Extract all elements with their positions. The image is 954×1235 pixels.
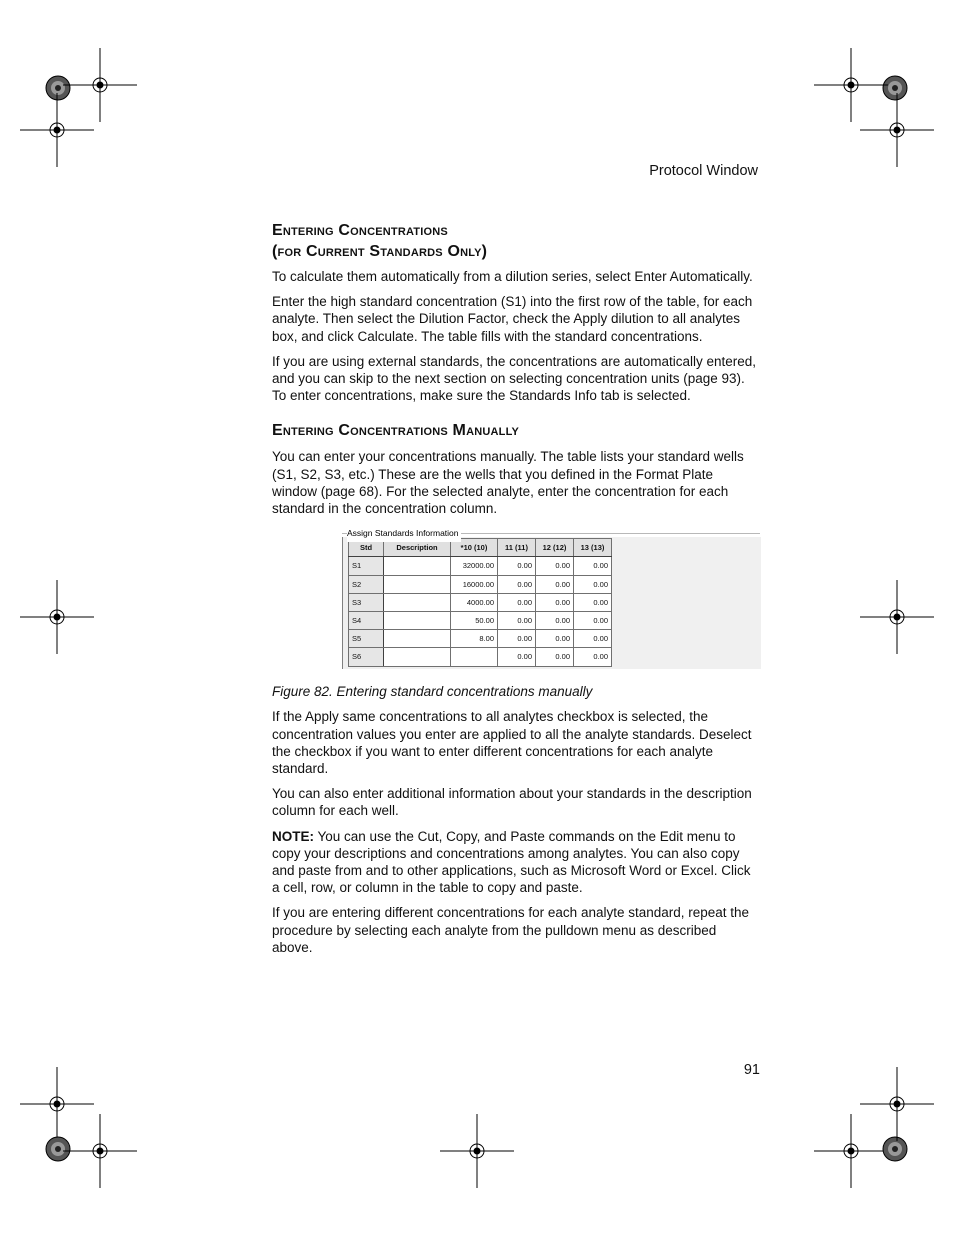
concentration-cell[interactable] bbox=[451, 648, 498, 666]
page-content bbox=[272, 220, 760, 964]
figure-caption: Figure 82. Entering standard concentrations manually bbox=[272, 684, 593, 700]
description-cell[interactable] bbox=[384, 648, 451, 666]
column-header-description[interactable]: Description bbox=[384, 539, 451, 557]
concentration-cell[interactable]: 0.00 bbox=[574, 630, 612, 648]
concentration-cell[interactable]: 0.00 bbox=[574, 557, 612, 575]
note-label: NOTE: bbox=[272, 828, 314, 844]
concentration-cell[interactable]: 0.00 bbox=[574, 575, 612, 593]
table-row[interactable] bbox=[349, 593, 612, 611]
concentration-cell[interactable]: 4000.00 bbox=[451, 593, 498, 611]
concentration-cell[interactable]: 50.00 bbox=[451, 612, 498, 630]
concentration-cell[interactable]: 0.00 bbox=[536, 593, 574, 611]
description-cell[interactable] bbox=[384, 612, 451, 630]
concentration-cell[interactable]: 32000.00 bbox=[451, 557, 498, 575]
column-header-analyte-10[interactable]: *10 (10) bbox=[451, 539, 498, 557]
concentration-cell[interactable]: 0.00 bbox=[498, 612, 536, 630]
std-cell[interactable]: S2 bbox=[349, 575, 384, 593]
standards-grid-area bbox=[342, 537, 761, 669]
concentration-cell[interactable]: 0.00 bbox=[574, 593, 612, 611]
std-cell[interactable]: S1 bbox=[349, 557, 384, 575]
concentration-cell[interactable]: 0.00 bbox=[536, 612, 574, 630]
paragraph: Enter the high standard concentration (S1) into the first row of the table, for each analyte. Then select the Dilution Factor, check the Apply dilution to all analytes box, and click Calculate. The table fills with the standard concentrations. bbox=[272, 294, 753, 344]
column-header-analyte-13[interactable]: 13 (13) bbox=[574, 539, 612, 557]
concentration-cell[interactable]: 8.00 bbox=[451, 630, 498, 648]
description-cell[interactable] bbox=[384, 630, 451, 648]
running-header: Protocol Window bbox=[649, 163, 758, 179]
table-row[interactable] bbox=[349, 630, 612, 648]
table-row[interactable] bbox=[349, 612, 612, 630]
note-text: You can use the Cut, Copy, and Paste commands on the Edit menu to copy your descriptions and concentrations among analytes. You can also copy and paste from and to other applications, such as Microsoft Word or Excel. Click a cell, row, or column in the table to copy and paste. bbox=[272, 828, 751, 896]
concentration-cell[interactable]: 0.00 bbox=[536, 648, 574, 666]
concentration-cell[interactable]: 0.00 bbox=[536, 575, 574, 593]
assign-standards-panel bbox=[342, 527, 760, 669]
concentration-cell[interactable]: 0.00 bbox=[536, 630, 574, 648]
figure-82 bbox=[272, 527, 760, 679]
concentration-cell[interactable]: 16000.00 bbox=[451, 575, 498, 593]
std-cell[interactable]: S5 bbox=[349, 630, 384, 648]
section-heading-concentrations bbox=[272, 220, 760, 262]
table-row[interactable] bbox=[349, 557, 612, 575]
column-header-analyte-11[interactable]: 11 (11) bbox=[498, 539, 536, 557]
description-cell[interactable] bbox=[384, 575, 451, 593]
concentration-cell[interactable]: 0.00 bbox=[498, 575, 536, 593]
concentration-cell[interactable]: 0.00 bbox=[498, 630, 536, 648]
section-heading-manual: Entering Concentrations Manually bbox=[272, 422, 520, 440]
paragraph: If you are using external standards, the concentrations are automatically entered, and you can skip to the next section on selecting concentration units (page 93). To enter concentrations, make sure the Standards Info tab is selected. bbox=[272, 353, 757, 404]
note-paragraph bbox=[272, 828, 760, 897]
concentration-cell[interactable]: 0.00 bbox=[498, 648, 536, 666]
heading-line-1: Entering Concentrations bbox=[272, 222, 448, 239]
table-row[interactable] bbox=[349, 575, 612, 593]
standards-table bbox=[348, 538, 612, 666]
column-header-analyte-12[interactable]: 12 (12) bbox=[536, 539, 574, 557]
page-number: 91 bbox=[743, 1062, 760, 1078]
concentration-cell[interactable]: 0.00 bbox=[498, 557, 536, 575]
std-cell[interactable]: S4 bbox=[349, 612, 384, 630]
std-cell[interactable]: S3 bbox=[349, 593, 384, 611]
table-row[interactable] bbox=[349, 648, 612, 666]
paragraph: If the Apply same concentrations to all analytes checkbox is selected, the concentration values you enter are applied to all the analyte standards. Deselect the checkbox if you want to enter different concentrations for each analyte standard. bbox=[272, 709, 752, 777]
description-cell[interactable] bbox=[384, 557, 451, 575]
concentration-cell[interactable]: 0.00 bbox=[536, 557, 574, 575]
description-cell[interactable] bbox=[384, 593, 451, 611]
column-header-std[interactable]: Std bbox=[349, 539, 384, 557]
concentration-cell[interactable]: 0.00 bbox=[574, 612, 612, 630]
paragraph: If you are entering different concentrations for each analyte standard, repeat the procedure by selecting each analyte from the pulldown menu as described above. bbox=[272, 905, 750, 955]
heading-line-2: (for Current Standards Only) bbox=[272, 243, 488, 260]
paragraph: To calculate them automatically from a dilution series, select Enter Automatically. bbox=[272, 269, 753, 284]
paragraph: You can also enter additional information about your standards in the description column for each well. bbox=[272, 786, 752, 819]
paragraph: You can enter your concentrations manually. The table lists your standard wells (S1, S2, S3, etc.) These are the wells that you defined in the Format Plate window (page 68). For the selected analyte, enter the concentration for each standard in the concentration column. bbox=[272, 449, 744, 517]
panel-title: Assign Standards Information bbox=[347, 525, 461, 542]
std-cell[interactable]: S6 bbox=[349, 648, 384, 666]
concentration-cell[interactable]: 0.00 bbox=[574, 648, 612, 666]
concentration-cell[interactable]: 0.00 bbox=[498, 593, 536, 611]
